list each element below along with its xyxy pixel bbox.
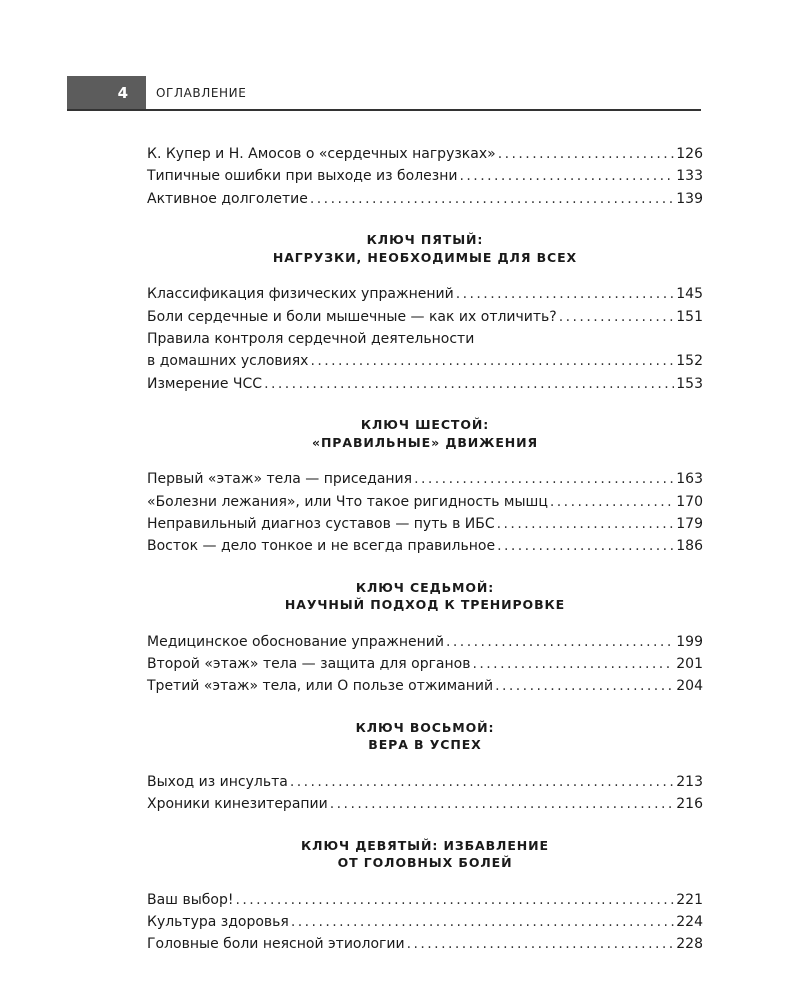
toc-entry-page: 204 bbox=[676, 678, 703, 695]
toc-entry-title: Типичные ошибки при выходе из болезни bbox=[147, 168, 458, 185]
section-heading bbox=[0, 231, 800, 266]
section-heading-line: НАУЧНЫЙ ПОДХОД К ТРЕНИРОВКЕ bbox=[284, 597, 566, 613]
toc-entry-title: Второй «этаж» тела — защита для органов bbox=[147, 656, 471, 673]
toc-entry[interactable] bbox=[147, 771, 703, 793]
section-heading-line: КЛЮЧ ПЯТЫЙ: bbox=[366, 232, 484, 248]
toc-entry-title: Боли сердечные и боли мышечные — как их отличить? bbox=[147, 308, 557, 325]
toc-entry-title: Измерение ЧСС bbox=[147, 375, 263, 392]
dot-leader bbox=[460, 165, 675, 187]
toc-entry[interactable] bbox=[147, 468, 703, 490]
toc-entry[interactable] bbox=[147, 653, 703, 675]
section-heading bbox=[0, 837, 800, 872]
dot-leader bbox=[310, 350, 674, 372]
section-heading-line: КЛЮЧ СЕДЬМОЙ: bbox=[355, 579, 495, 595]
section-heading bbox=[0, 416, 800, 451]
toc-entry-title: Восток — дело тонкое и не всегда правильное bbox=[147, 538, 496, 555]
toc-entry[interactable] bbox=[147, 933, 703, 955]
toc-entry-page: 201 bbox=[676, 656, 703, 673]
toc-entry[interactable] bbox=[147, 283, 703, 305]
dot-leader bbox=[446, 631, 674, 653]
toc-entry-page: 228 bbox=[676, 936, 703, 953]
dot-leader bbox=[550, 491, 674, 513]
dot-leader bbox=[472, 653, 674, 675]
section-heading bbox=[0, 579, 800, 614]
running-title: ОГЛАВЛЕНИЕ bbox=[156, 86, 247, 100]
dot-leader bbox=[330, 793, 675, 815]
toc-entry-title: Культура здоровья bbox=[147, 914, 289, 931]
toc-entry-page: 153 bbox=[676, 375, 703, 392]
toc-entry-title: Классификация физических упражнений bbox=[147, 286, 454, 303]
toc-entry-page: 163 bbox=[676, 471, 703, 488]
dot-leader bbox=[264, 373, 674, 395]
section-heading bbox=[0, 719, 800, 754]
toc-entry-page: 221 bbox=[676, 891, 703, 908]
toc-entry-page: 170 bbox=[676, 493, 703, 510]
page-number: 4 bbox=[67, 76, 146, 110]
section-heading-line: «ПРАВИЛЬНЫЕ» ДВИЖЕНИЯ bbox=[311, 434, 539, 450]
toc-entry-page: 151 bbox=[676, 308, 703, 325]
dot-leader bbox=[407, 933, 675, 955]
dot-leader bbox=[559, 306, 675, 328]
section-heading-line: КЛЮЧ ВОСЬМОЙ: bbox=[355, 719, 495, 735]
toc-entry-page: 213 bbox=[676, 773, 703, 790]
section-heading-line: ОТ ГОЛОВНЫХ БОЛЕЙ bbox=[337, 855, 513, 871]
toc-entry-title: К. Купер и Н. Амосов о «сердечных нагрузках» bbox=[147, 146, 496, 162]
section-heading-line: НАГРУЗКИ, НЕОБХОДИМЫЕ ДЛЯ ВСЕХ bbox=[272, 249, 578, 265]
toc-entry-page: 216 bbox=[676, 796, 703, 813]
dot-leader bbox=[497, 535, 674, 557]
toc-entry[interactable] bbox=[147, 165, 703, 187]
toc-entry[interactable] bbox=[147, 143, 703, 165]
toc-entry-page: 139 bbox=[676, 190, 703, 207]
toc-entry-title: Медицинское обоснование упражнений bbox=[147, 633, 444, 650]
dot-leader bbox=[290, 771, 674, 793]
section-heading-line: ВЕРА В УСПЕХ bbox=[368, 737, 482, 753]
dot-leader bbox=[497, 513, 675, 535]
table-of-contents bbox=[147, 143, 703, 956]
dot-leader bbox=[310, 188, 674, 210]
toc-entry-page: 126 bbox=[676, 146, 703, 162]
toc-entry-page: 186 bbox=[676, 538, 703, 555]
toc-entry[interactable] bbox=[147, 373, 703, 395]
toc-entry[interactable] bbox=[147, 889, 703, 911]
toc-entry[interactable] bbox=[147, 793, 703, 815]
toc-entry-title-line1[interactable]: Правила контроля сердечной деятельности bbox=[147, 330, 475, 347]
toc-entry-title: Ваш выбор! bbox=[147, 891, 234, 908]
dot-leader bbox=[414, 468, 674, 490]
toc-entry[interactable] bbox=[147, 350, 703, 372]
dot-leader bbox=[235, 889, 674, 911]
toc-entry[interactable] bbox=[147, 306, 703, 328]
section-heading-line: КЛЮЧ ШЕСТОЙ: bbox=[360, 417, 490, 433]
toc-entry-title: Головные боли неясной этиологии bbox=[147, 936, 405, 953]
toc-entry[interactable] bbox=[147, 631, 703, 653]
toc-entry-title: «Болезни лежания», или Что такое ригидность мышц bbox=[147, 493, 548, 510]
toc-entry[interactable] bbox=[147, 911, 703, 933]
section-heading-line: КЛЮЧ ДЕВЯТЫЙ: ИЗБАВЛЕНИЕ bbox=[301, 837, 549, 853]
toc-entry-title: Неправильный диагноз суставов — путь в ИБС bbox=[147, 515, 495, 532]
dot-leader bbox=[456, 283, 675, 305]
page-header bbox=[67, 76, 701, 110]
dot-leader bbox=[495, 675, 674, 697]
dot-leader bbox=[498, 143, 675, 165]
toc-entry-page: 179 bbox=[676, 515, 703, 532]
toc-entry-title: Первый «этаж» тела — приседания bbox=[147, 471, 413, 488]
toc-entry-page: 145 bbox=[676, 286, 703, 303]
toc-entry-title: Хроники кинезитерапии bbox=[147, 796, 328, 813]
toc-entry-page: 199 bbox=[676, 633, 703, 650]
toc-entry-title: Выход из инсульта bbox=[147, 773, 288, 790]
toc-entry-page: 152 bbox=[676, 353, 703, 370]
toc-entry-page: 133 bbox=[676, 168, 703, 185]
toc-entry[interactable] bbox=[147, 491, 703, 513]
toc-entry-page: 224 bbox=[676, 914, 703, 931]
toc-entry-title: в домашних условиях bbox=[147, 353, 309, 370]
toc-entry-title: Третий «этаж» тела, или О пользе отжиманий bbox=[147, 678, 494, 695]
toc-entry[interactable] bbox=[147, 188, 703, 210]
toc-entry[interactable] bbox=[147, 513, 703, 535]
header-rule bbox=[67, 109, 701, 111]
dot-leader bbox=[291, 911, 674, 933]
toc-entry[interactable] bbox=[147, 535, 703, 557]
toc-entry-title: Активное долголетие bbox=[147, 190, 308, 207]
toc-entry[interactable] bbox=[147, 675, 703, 697]
